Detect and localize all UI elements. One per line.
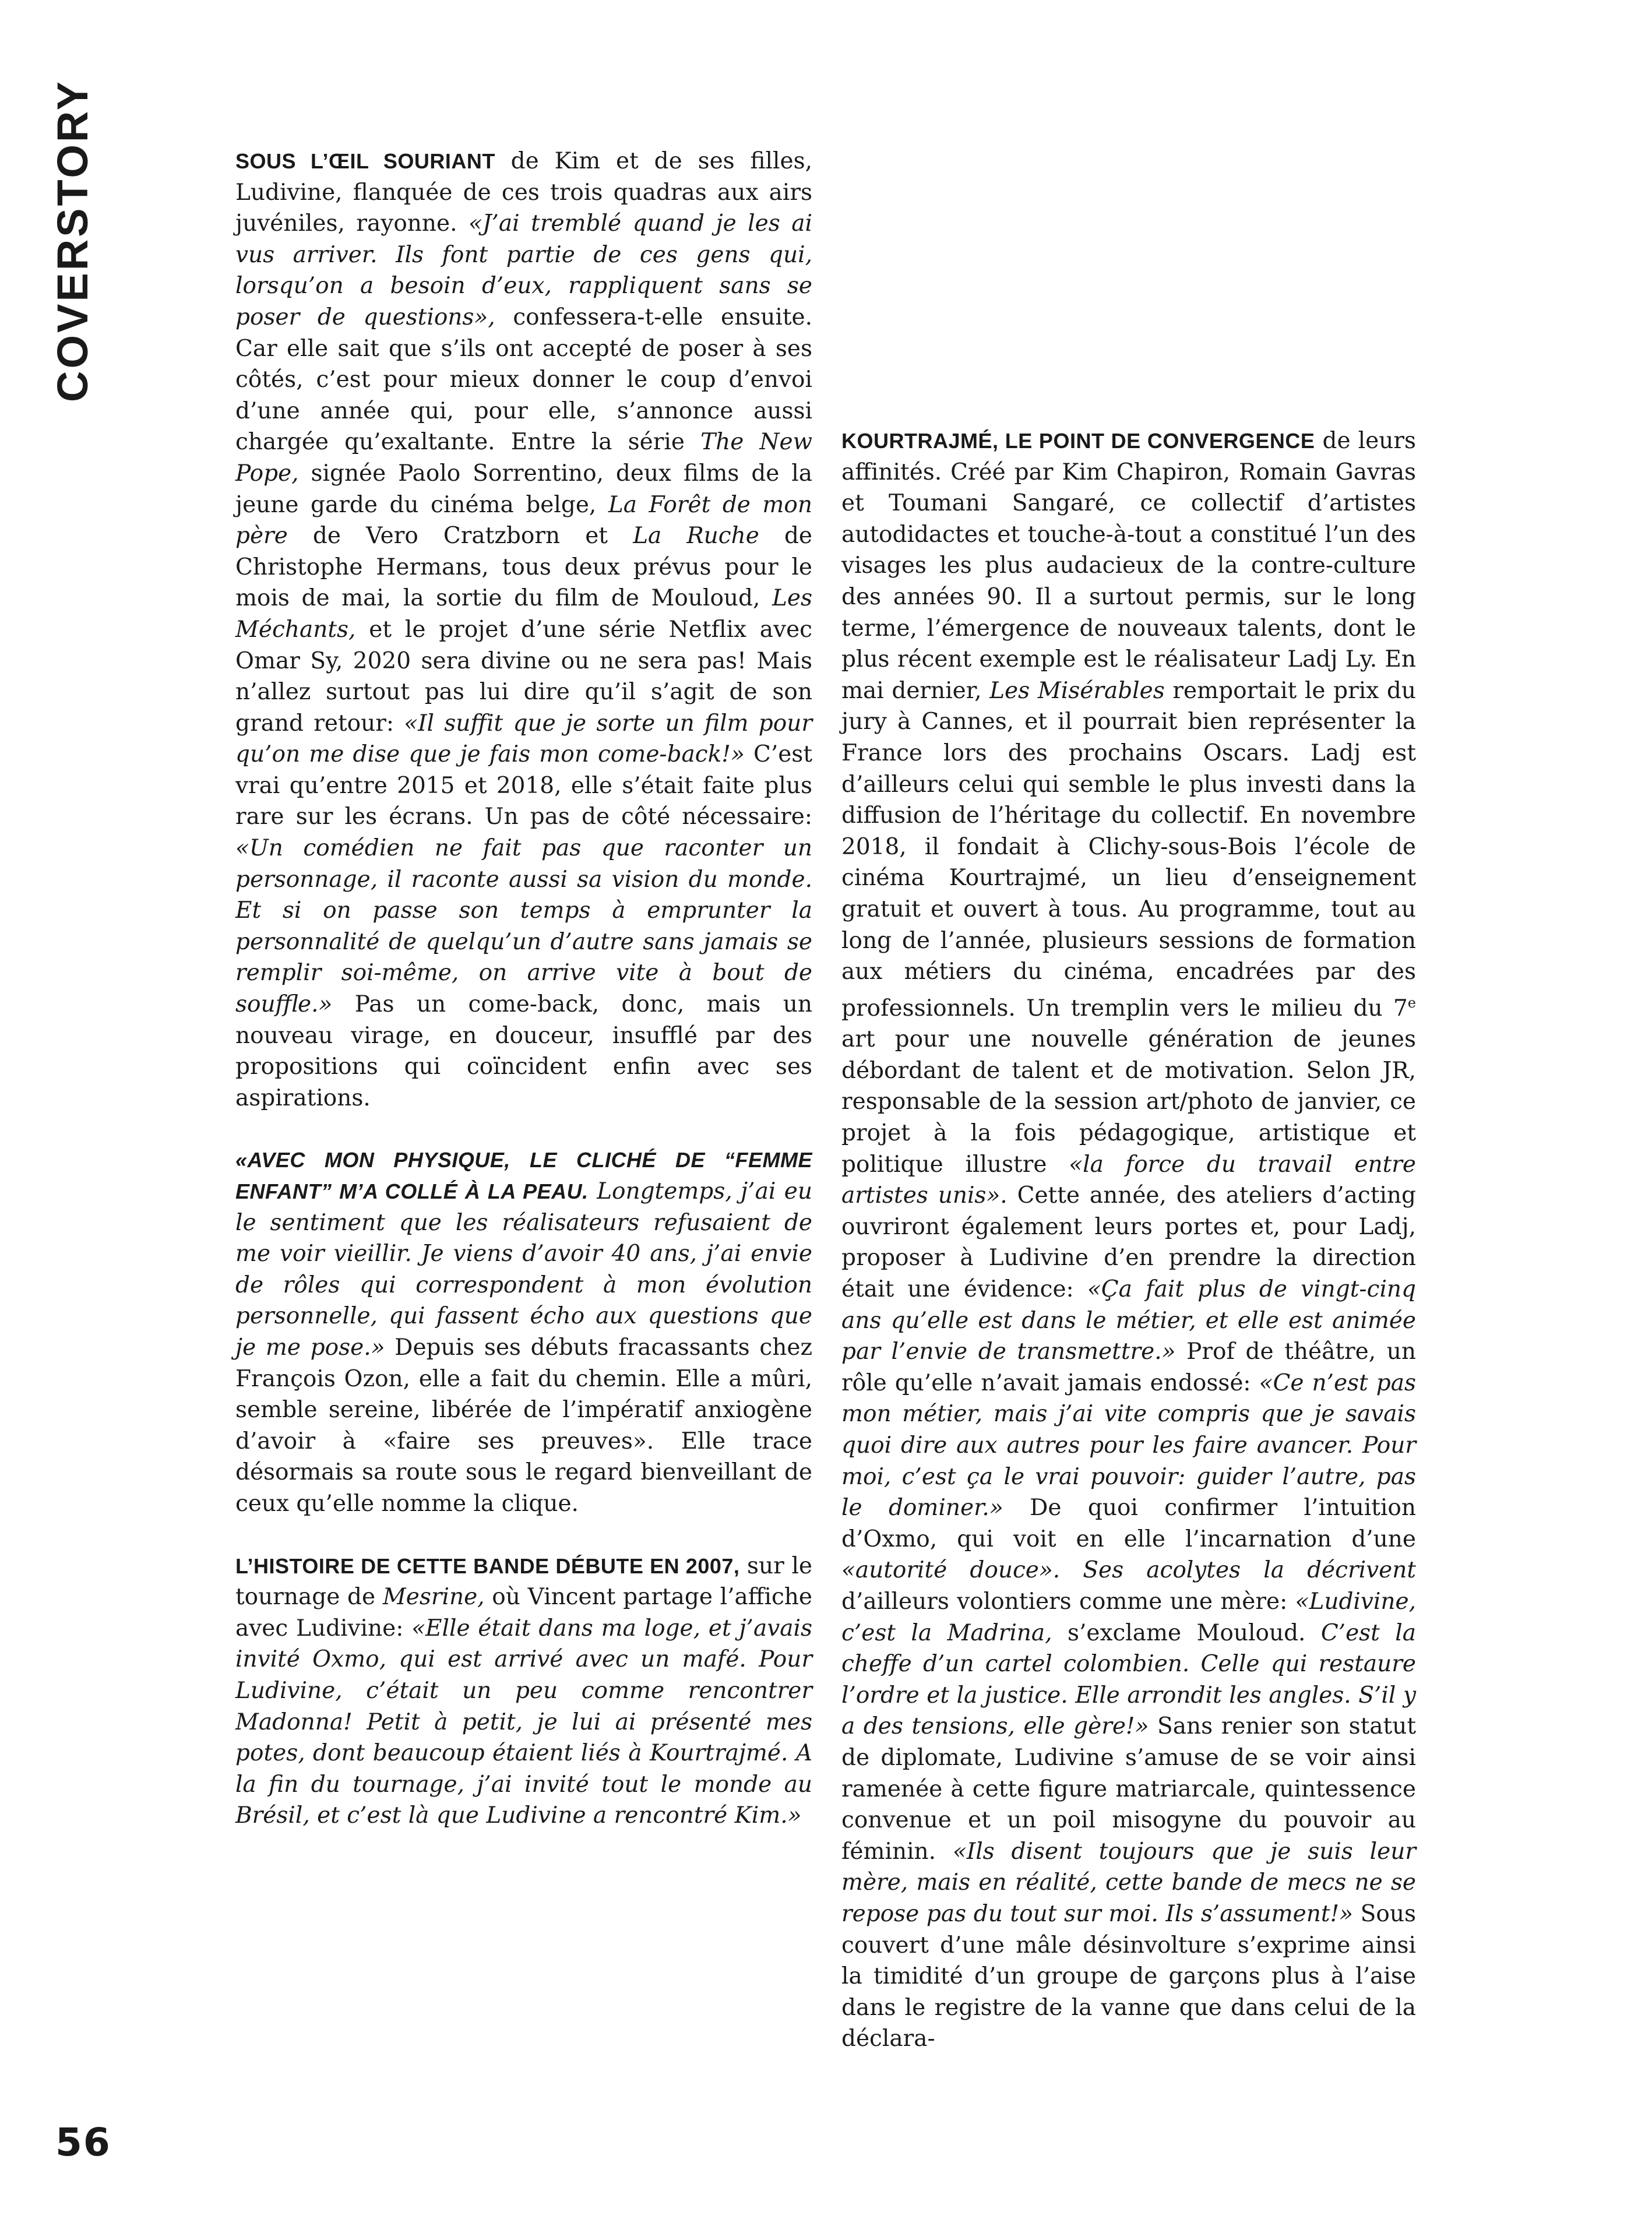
body-text: de leurs affinités. Créé par Kim Chapiron, Romain Gavras et Toumani Sangaré, ce collectif d’artistes autodidactes et touche-à-tout a constitué l’un des visages les plus audacieux de la contre-culture des années 90. Il a surtout permis, sur le long terme, l’émergence de nouveaux talents, dont le plus récent exemple est le réalisateur Ladj Ly. En mai dernier,	[841, 428, 1416, 704]
quote-text: C’est la cheffe d’un cartel colombien. Celle qui restaure l’ordre et la justice. Elle arrondit les angles. S’il y a des tensions, elle gère!»	[841, 1619, 1416, 1740]
body-text: Cette année, des ateliers d’acting ouvriront également leurs portes et, pour Ladj, proposer à Ludivine d’en prendre la direction était une évidence:	[841, 1182, 1416, 1303]
article-column-right	[841, 425, 1416, 2086]
quote-text: «Ludivine, c’est la Madrina,	[841, 1588, 1416, 1646]
body-text: C’est vrai qu’entre 2015 et 2018, elle s’était faite plus rare sur les écrans. Un pas de côté nécessaire:	[235, 741, 812, 830]
title-reference: La Forêt de mon père	[235, 491, 812, 550]
paragraph-4	[841, 425, 1416, 2055]
body-text: Pas un come-back, donc, mais un nouveau virage, en douceur, insufflé par des propositions qui coïncident enfin avec ses aspirations.	[235, 991, 812, 1111]
paragraph-lead: «AVEC MON PHYSIQUE, LE CLICHÉ DE “FEMME ENFANT” M’A COLLÉ À LA PEAU.	[235, 1148, 812, 1203]
body-text: et le projet d’une série Netflix avec Omar Sy, 2020 sera divine ou ne sera pas! Mais n’allez surtout pas lui dire qu’il s’agit de son grand retour:	[235, 616, 812, 737]
quote-text: «Un comédien ne fait pas que raconter un personnage, il raconte aussi sa vision du monde. Et si on passe son temps à emprunter la personnalité de quelqu’un d’autre sans jamais se remplir soi-même, on arrive vite à bout de souffle.»	[235, 835, 812, 1018]
title-reference: Les Misérables	[989, 677, 1165, 704]
body-text: Sous couvert d’une mâle désinvolture s’exprime ainsi la timidité d’un groupe de garçons plus à l’aise dans le registre de la vanne que dans celui de la déclara-	[841, 1900, 1416, 2052]
article-column-left	[235, 146, 812, 1862]
quote-text: «autorité douce». Ses acolytes la décrivent	[841, 1557, 1416, 1584]
paragraph-lead: L’HISTOIRE DE CETTE BANDE DÉBUTE EN 2007,	[235, 1554, 740, 1578]
quote-text: «Ce n’est pas mon métier, mais j’ai vite compris que je savais quoi dire aux autres pour les faire avancer. Pour moi, c’est ça le vrai pouvoir: guider l’autre, pas le dominer.»	[841, 1369, 1416, 1521]
quote-text: «Ça fait plus de vingt-cinq ans qu’elle est dans le métier, et elle est animée par l’envie de transmettre.»	[841, 1276, 1417, 1365]
body-text: Sans renier son statut de diplomate, Ludivine s’amuse de se voir ainsi ramenée à cette figure matriarcale, quintessence convenue et un poil misogyne du pouvoir au féminin.	[841, 1713, 1416, 1865]
page-number: 56	[55, 2120, 111, 2165]
body-text: de Vero Cratzborn et	[287, 523, 633, 550]
body-text: de Christophe Hermans, tous deux prévus pour le mois de mai, la sortie du film de Mouloud,	[235, 523, 812, 612]
section-tag-label: COVERSTORY	[48, 79, 97, 402]
paragraph-2	[235, 1144, 812, 1519]
paragraph-lead: KOURTRAJMÉ, LE POINT DE CONVERGENCE	[841, 429, 1315, 453]
body-text: art pour une nouvelle génération de jeunes débordant de talent et de motivation. Selon JR, responsable de la session art/photo de janvier, ce projet à la fois pédagogique, artistique et politique illustre	[841, 1026, 1416, 1178]
paragraph-lead: SOUS L’ŒIL SOURIANT	[235, 149, 495, 173]
body-text: sur le tournage de	[235, 1552, 812, 1611]
ordinal-superscript: e	[1407, 994, 1416, 1011]
body-text: s’exclame Mouloud.	[1052, 1619, 1321, 1646]
body-text: De quoi confirmer l’intuition d’Oxmo, qui voit en elle l’incarnation d’une	[841, 1495, 1416, 1552]
title-reference: Les Méchants,	[235, 585, 812, 643]
quote-text: «J’ai tremblé quand je les ai vus arriver. Ils font partie de ces gens qui, lorsqu’on a besoin d’eux, rappliquent sans se poser de questions»,	[235, 210, 812, 330]
title-reference: La Ruche	[633, 523, 759, 550]
body-text: remportait le prix du jury à Cannes, et il pourrait bien représenter la France lors des prochains Oscars. Ladj est d’ailleurs celui qui semble le plus investi dans la diffusion de l’héritage du collectif. En novembre 2018, il fondait à Clichy-sous-Bois l’école de cinéma Kourtrajmé, un lieu d’enseignement gratuit et ouvert à tous. Au programme, tout au long de l’année, plusieurs sessions de formation aux métiers du cinéma, encadrées par des professionnels. Un tremplin vers le milieu du 7	[841, 677, 1416, 1022]
title-reference: Mesrine,	[382, 1584, 485, 1611]
paragraph-1	[235, 146, 812, 1114]
body-text: d’ailleurs volontiers comme une mère:	[841, 1588, 1295, 1615]
quote-text: «Ils disent toujours que je suis leur mère, mais en réalité, cette bande de mecs ne se repose pas du tout sur moi. Ils s’assument!»	[841, 1838, 1416, 1927]
quote-text: «Elle était dans ma loge, et j’avais invité Oxmo, qui est arrivé avec un mafé. Pour Ludivine, c’était un peu comme rencontrer Madonna! Petit à petit, je lui ai présenté mes potes, dont beaucoup étaient liés à Kourtrajmé. A la fin du tournage, j’ai invité tout le monde au Brésil, et c’est là que Ludivine a rencontré Kim.»	[235, 1615, 812, 1829]
body-text: confessera-t-elle ensuite. Car elle sait que s’ils ont accepté de poser à ses côtés, c’est pour mieux donner le coup d’envoi d’une année qui, pour elle, s’annonce aussi chargée qu’exaltante. Entre la série	[235, 304, 812, 456]
quote-text: «Il suffit que je sorte un film pour qu’on me dise que je fais mon come-back!»	[235, 710, 813, 768]
quote-text: Longtemps, j’ai eu le sentiment que les réalisateurs refusaient de me voir vieillir. Je viens d’avoir 40 ans, j’ai envie de rôles qui correspondent à mon évolution personnelle, qui fassent écho aux questions que je me pose.»	[235, 1178, 812, 1361]
section-tag	[37, 52, 97, 414]
body-text: signée Paolo Sorrentino, deux films de la jeune garde du cinéma belge,	[235, 460, 812, 518]
body-text: Prof de théâtre, un rôle qu’elle n’avait jamais endossé:	[841, 1339, 1416, 1396]
title-reference: The New Pope,	[235, 429, 812, 487]
body-text: où Vincent partage l’affiche avec Ludivine:	[235, 1584, 813, 1642]
body-text: de Kim et de ses filles, Ludivine, flanquée de ces trois quadras aux airs juvéniles, rayonne.	[235, 148, 812, 237]
body-text: Depuis ses débuts fracassants chez François Ozon, elle a fait du chemin. Elle a mûri, semble sereine, libérée de l’impératif anxiogène d’avoir à «faire ses preuves». Elle trace désormais sa route sous le regard bienveillant de ceux qu’elle nomme la clique.	[235, 1334, 812, 1517]
quote-text: «la force du travail entre artistes unis».	[841, 1151, 1416, 1209]
paragraph-3	[235, 1551, 812, 1831]
